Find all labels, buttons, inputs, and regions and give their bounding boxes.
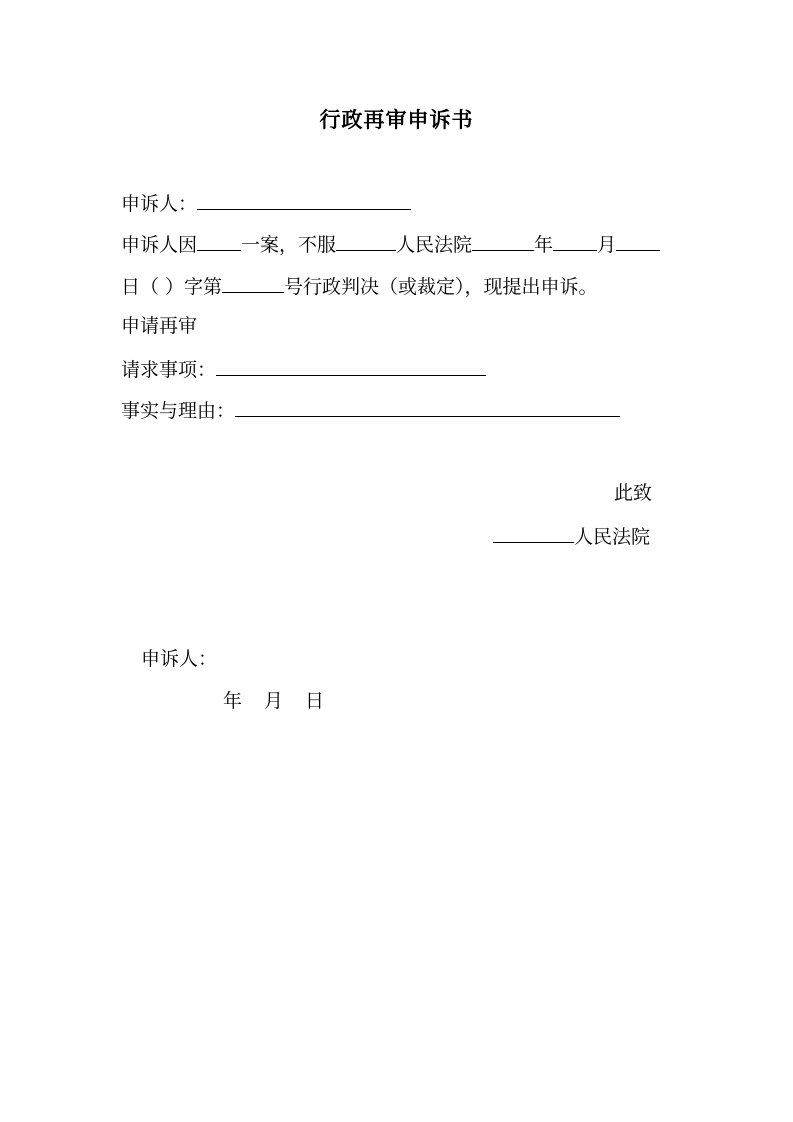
date-month: 月 [264, 690, 284, 712]
text-p1-e: 月 [597, 234, 617, 256]
applicant-label: 申诉人： [121, 193, 198, 215]
appeal-paragraph-line-1 [121, 231, 660, 257]
date-day: 日 [305, 690, 325, 712]
text-p2-b: 号行政判决（或裁定），现提出申诉。 [284, 276, 598, 298]
date-line [223, 689, 324, 713]
court-suffix: 人民法院 [574, 526, 651, 548]
applicant-line [121, 190, 411, 216]
day-blank[interactable] [616, 231, 660, 251]
facts-label: 事实与理由： [121, 400, 236, 422]
text-p1-b: 一案，不服 [241, 234, 337, 256]
text-p1-a: 申诉人因 [121, 234, 198, 256]
facts-line [121, 397, 620, 423]
date-year: 年 [223, 690, 243, 712]
closing-text: 此致 [614, 482, 653, 504]
appeal-paragraph-line-2 [121, 273, 598, 299]
facts-blank[interactable] [235, 397, 620, 417]
year-blank[interactable] [472, 231, 534, 251]
month-blank[interactable] [553, 231, 597, 251]
number-blank[interactable] [222, 273, 284, 293]
case-blank[interactable] [197, 231, 241, 251]
court-blank[interactable] [336, 231, 396, 251]
addressee-line [493, 523, 650, 549]
signer-label: 申诉人： [141, 648, 218, 670]
text-p2-a: 日（ ）字第 [121, 276, 223, 298]
applicant-blank[interactable] [197, 190, 411, 210]
request-label: 请求事项： [121, 359, 217, 381]
request-blank[interactable] [216, 356, 486, 376]
apply-retrial: 申请再审 [121, 315, 198, 337]
text-p1-d: 年 [534, 234, 554, 256]
text-p1-c: 人民法院 [396, 234, 473, 256]
request-line [121, 356, 486, 382]
addressee-court-blank[interactable] [493, 523, 574, 543]
document-title: 行政再审申诉书 [319, 108, 474, 132]
